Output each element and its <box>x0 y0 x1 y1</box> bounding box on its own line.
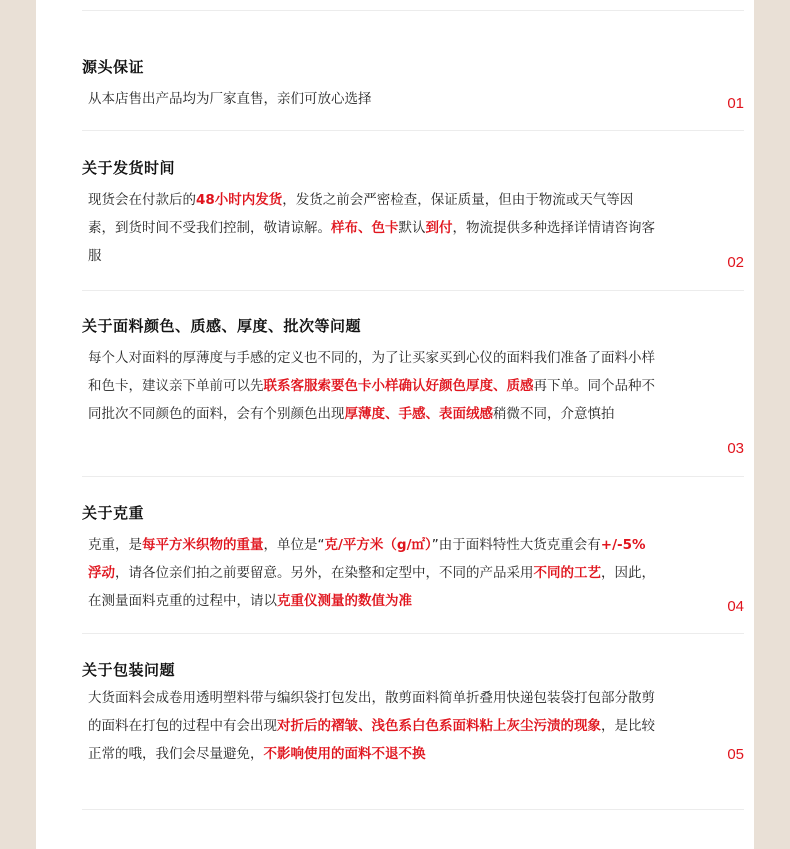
body-text: ”由于面料特性大货克重会有 <box>431 537 601 553</box>
divider <box>82 290 744 291</box>
section-title: 关于包装问题 <box>82 661 176 679</box>
highlight-text: 不同的工艺 <box>533 565 601 581</box>
body-text: ，单位是“ <box>263 537 325 553</box>
body-text: ，发货之前会严密检查，保证质量，但由于物流或天气等因素，到货时间不受我们控制，敬请谅解。 <box>88 192 634 236</box>
highlight-text: 不影响使用的面料不退不换 <box>263 746 426 762</box>
body-text: ，是比较正常的哦，我们会尽量避免， <box>88 718 655 762</box>
section-gram-weight <box>82 503 744 615</box>
section-number: 02 <box>727 254 744 271</box>
section-fabric-quality <box>82 316 744 457</box>
section-title: 关于发货时间 <box>82 159 176 177</box>
highlight-text: 48小时内发货 <box>196 192 283 208</box>
section-title: 源头保证 <box>82 58 145 76</box>
highlight-text: 每平方米织物的重量 <box>142 537 264 553</box>
section-body <box>82 531 658 615</box>
section-number: 03 <box>727 440 744 457</box>
section-number: 04 <box>727 598 744 615</box>
section-packaging <box>82 660 744 768</box>
highlight-text: 到付 <box>425 220 453 236</box>
section-number: 01 <box>727 95 744 112</box>
highlight-text: 对折后的褶皱、浅色系白色系面料粘上灰尘污渍的现象 <box>277 718 601 734</box>
divider <box>82 809 744 810</box>
highlight-text: 联系客服索要色卡小样确认好颜色厚度、质感 <box>263 378 534 394</box>
highlight-text: 克重仪测量的数值为准 <box>277 593 412 609</box>
divider <box>82 476 744 477</box>
body-text: 大货面料会成卷用透明塑料带与编织袋打包发出，散剪面料简单折叠用快递包装袋打包部分散剪的面料在打包的过程中有会出现 <box>88 690 655 734</box>
section-source-guarantee <box>82 57 744 113</box>
body-text: 默认 <box>398 220 426 236</box>
section-body <box>82 684 658 768</box>
body-text: ，因此，在测量面料克重的过程中，请以 <box>88 565 655 609</box>
section-title: 关于面料颜色、质感、厚度、批次等问题 <box>82 317 362 335</box>
section-number: 05 <box>727 746 744 763</box>
body-text: 再下单。同个品种不同批次不同颜色的面料，会有个别颜色出现 <box>88 378 655 422</box>
divider <box>82 130 744 131</box>
body-text: 从本店售出产品均为厂家直售，亲们可放心选择 <box>88 91 372 107</box>
body-text: 每个人对面料的厚薄度与手感的定义也不同的，为了让买家买到心仪的面料我们准备了面料小样和色卡，建议亲下单前可以先 <box>88 350 655 394</box>
page-panel <box>36 0 754 849</box>
divider <box>82 10 744 11</box>
body-text: ，物流提供多种选择详情请咨询客服 <box>88 220 655 264</box>
section-body <box>82 344 658 428</box>
section-shipping-time <box>82 158 744 270</box>
highlight-text: 厚薄度、手感、表面绒感 <box>344 406 493 422</box>
divider <box>82 633 744 634</box>
section-title: 关于克重 <box>82 504 145 522</box>
highlight-text: +/-5%浮动 <box>88 537 646 581</box>
body-text: 现货会在付款后的 <box>88 192 196 208</box>
section-body <box>82 85 658 113</box>
highlight-text: 样布、色卡 <box>331 220 399 236</box>
body-text: 稍微不同，介意慎拍 <box>493 406 615 422</box>
section-body <box>82 186 658 270</box>
highlight-text: 克/平方米（g/㎡） <box>324 537 432 553</box>
body-text: ，请各位亲们拍之前要留意。另外，在染整和定型中，不同的产品采用 <box>115 565 534 581</box>
body-text: 克重，是 <box>88 537 142 553</box>
